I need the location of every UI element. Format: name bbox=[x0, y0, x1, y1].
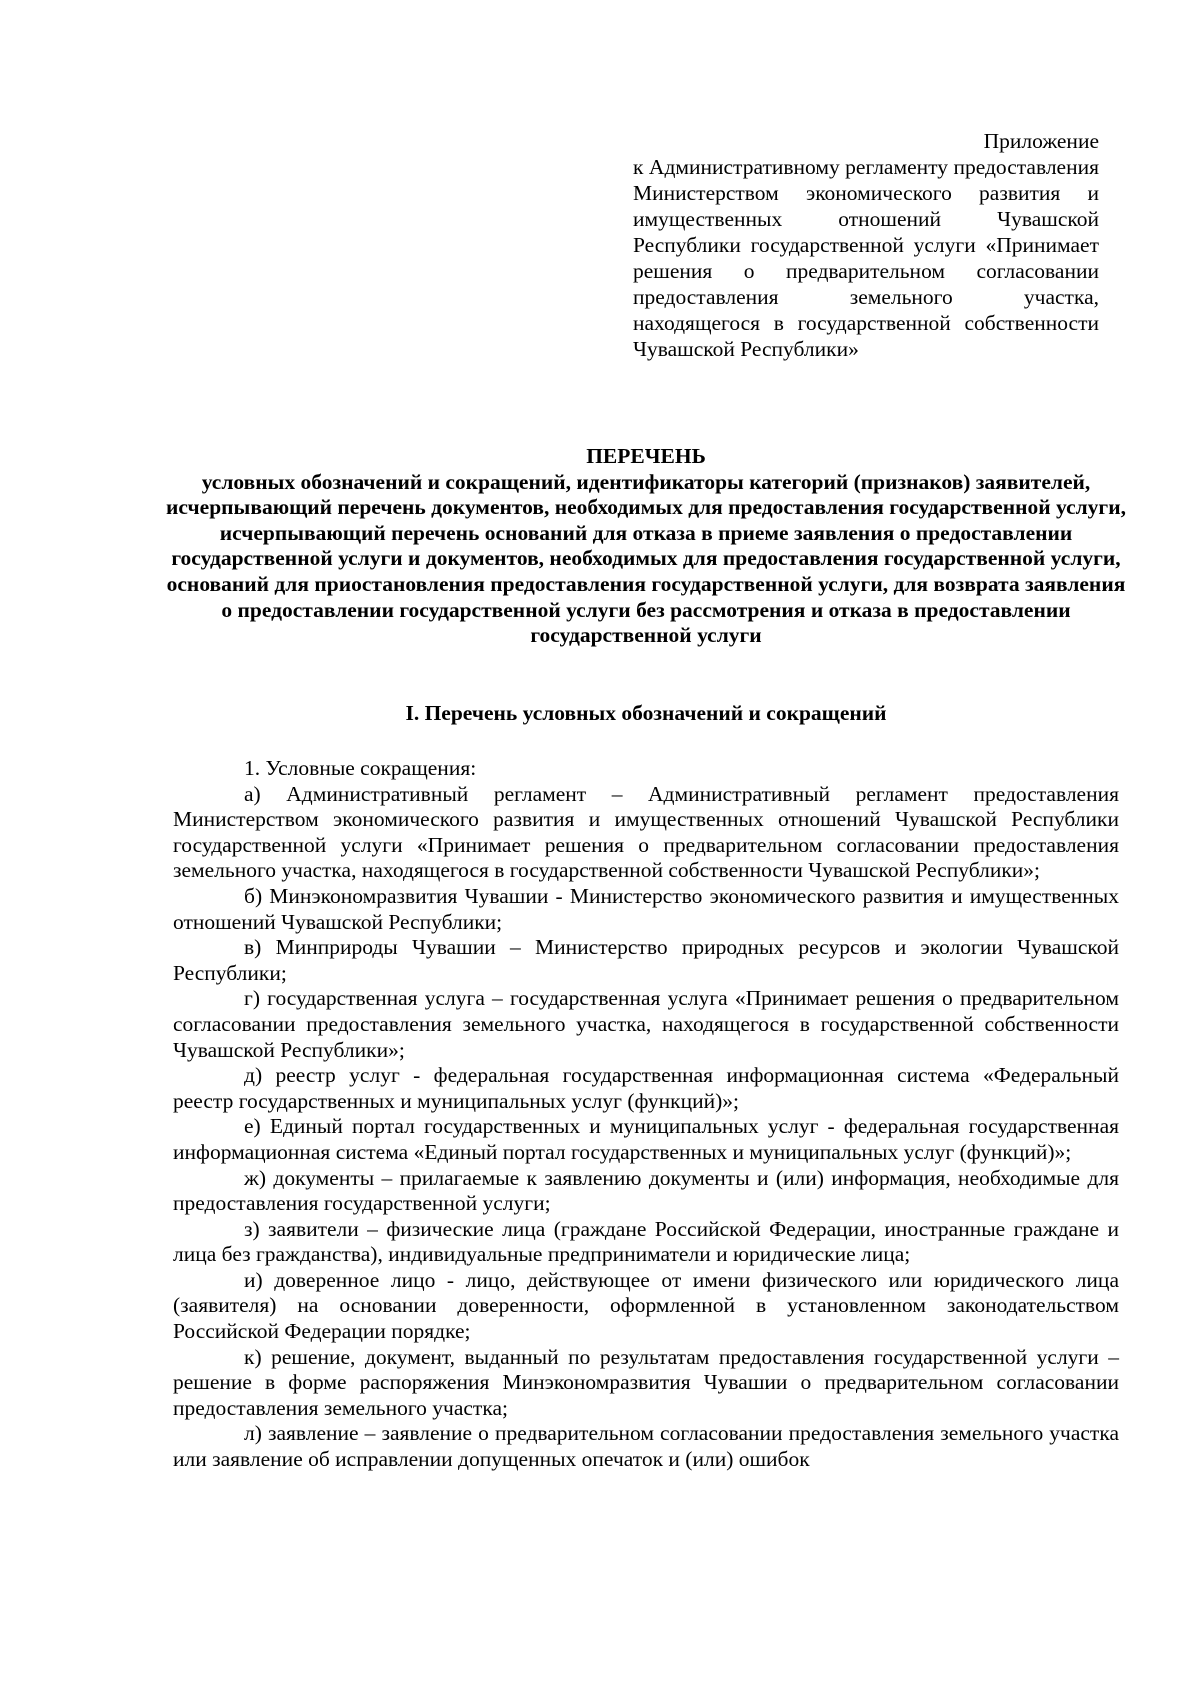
list-item: е) Единый портал государственных и муниципальных услуг - федеральная государственная информационная система «Единый портал государственных и муниципальных услуг (функций)»; bbox=[173, 1114, 1119, 1164]
appendix-note bbox=[633, 128, 1099, 362]
appendix-label: Приложение bbox=[983, 129, 1099, 153]
list-item: а) Административный регламент – Административный регламент предоставления Министерством экономического развития и имущественных отношений Чувашской Республики государственной услуги «Принимает решения о предварительном согласовании предоставления земельного участка, находящегося в государственной собственности Чувашской Республики»; bbox=[173, 781, 1119, 883]
list-item: з) заявители – физические лица (граждане Российской Федерации, иностранные граждане и лица без гражданства), индивидуальные предприниматели и юридические лица; bbox=[173, 1216, 1119, 1267]
list-item: ж) документы – прилагаемые к заявлению документы и (или) информация, необходимые для предоставления государственной услуги; bbox=[173, 1165, 1119, 1216]
section-body bbox=[173, 756, 1119, 1473]
title-subtitle: условных обозначений и сокращений, идентификаторы категорий (признаков) заявителей, исчерпывающий перечень документов, необходимых для предоставления государственной услуги, исчерпывающий перечень оснований для отказа в приеме заявления о предоставлении государственной услуги и документов, необходимых для предоставления государственной услуги, оснований для приостановления предоставления государственной услуги, для возврата заявления о предоставлении государственной услуги без рассмотрения и отказа в предоставлении государственной услуги bbox=[166, 469, 1126, 648]
list-item: д) реестр услуг - федеральная государственная информационная система «Федеральный реестр государственных и муниципальных услуг (функций)»; bbox=[173, 1063, 1119, 1113]
list-item: г) государственная услуга – государственная услуга «Принимает решения о предварительном согласовании предоставления земельного участка, находящегося в государственной собственности Чувашской Республики»; bbox=[173, 986, 1119, 1062]
section-heading: I. Перечень условных обозначений и сокращений bbox=[405, 701, 887, 725]
list-item: и) доверенное лицо - лицо, действующее от имени физического или юридического лица (заявителя) на основании доверенности, оформленной в установленном законодательством Российской Федерации порядке; bbox=[173, 1267, 1119, 1344]
list-item: 1. Условные сокращения: bbox=[244, 756, 477, 780]
list-item: б) Минэкономразвития Чувашии - Министерство экономического развития и имущественных отношений Чувашской Республики; bbox=[173, 883, 1119, 934]
document-title bbox=[165, 444, 1127, 649]
list-item: в) Минприроды Чувашии – Министерство природных ресурсов и экологии Чувашской Республики; bbox=[173, 935, 1119, 985]
list-item: к) решение, документ, выданный по результатам предоставления государственной услуги – решение в форме распоряжения Минэкономразвития Чувашии о предварительном согласовании предоставления земельного участка; bbox=[173, 1344, 1119, 1420]
title-heading: ПЕРЕЧЕНЬ bbox=[586, 444, 706, 468]
list-item: л) заявление – заявление о предварительном согласовании предоставления земельного участка или заявление об исправлении допущенных опечаток и (или) ошибок bbox=[173, 1421, 1119, 1472]
appendix-text: к Административному регламенту предоставления Министерством экономического развития и имущественных отношений Чувашской Республики государственной услуги «Принимает решения о предварительном согласовании предоставления земельного участка, находящегося в государственной собственности Чувашской Республики» bbox=[633, 155, 1099, 361]
